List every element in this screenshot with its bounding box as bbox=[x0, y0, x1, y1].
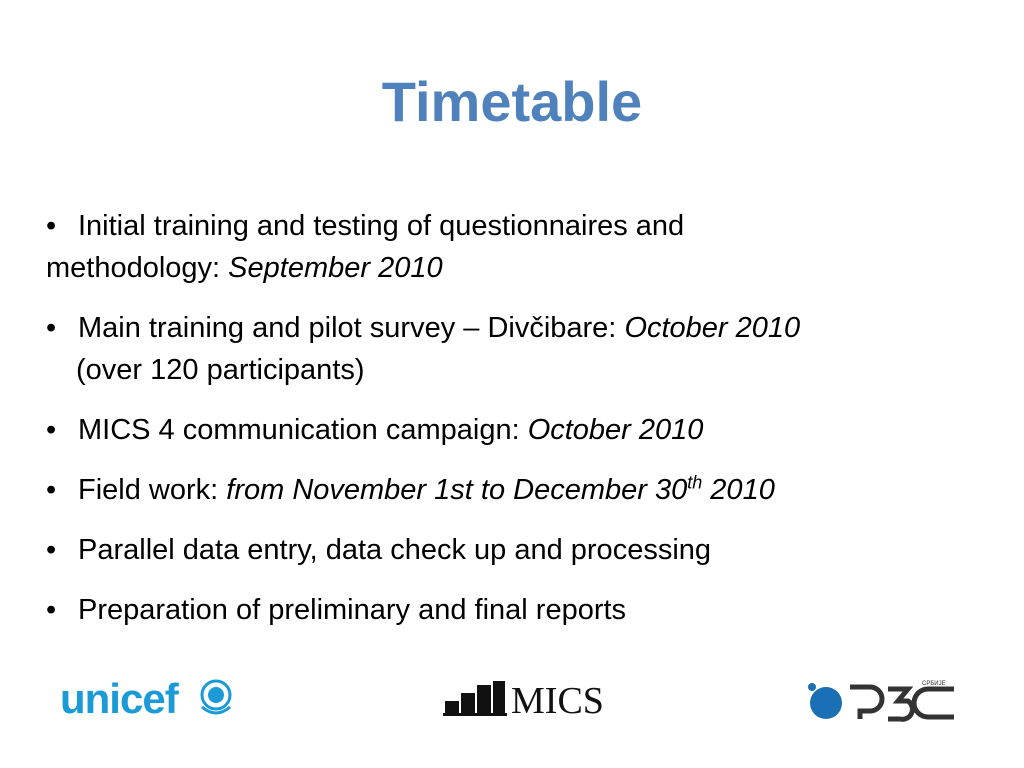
bullet-item bbox=[46, 409, 986, 451]
bullet-date: October 2010 bbox=[527, 414, 704, 446]
bullet-marker: • bbox=[46, 210, 57, 242]
bullet-text: methodology: bbox=[46, 252, 229, 284]
unicef-emblem-icon bbox=[198, 677, 234, 717]
mics-logo bbox=[443, 680, 604, 722]
svg-text:СРБИЈЕ: СРБИЈЕ bbox=[922, 681, 946, 687]
bullet-date: September 2010 bbox=[228, 252, 443, 284]
bullet-marker: • bbox=[46, 312, 57, 344]
bullet-date: from November 1st to December 30th 2010 bbox=[226, 472, 775, 506]
bullet-item bbox=[46, 529, 986, 571]
bullet-text: Field work: bbox=[78, 474, 227, 506]
mics-wordmark: MICS bbox=[511, 680, 604, 722]
unicef-logo bbox=[60, 675, 178, 723]
mics-bars-icon bbox=[443, 681, 507, 717]
bullet-list bbox=[46, 205, 986, 649]
bullet-marker: • bbox=[46, 414, 57, 446]
unicef-wordmark: unicef bbox=[60, 675, 178, 722]
bullet-marker: • bbox=[46, 474, 57, 506]
bullet-text: MICS 4 communication campaign: bbox=[78, 414, 528, 446]
bullet-text: (over 120 participants) bbox=[76, 354, 365, 386]
bullet-item bbox=[46, 205, 986, 289]
logo-footer bbox=[0, 665, 1024, 735]
bullet-text: Main training and pilot survey – Divčibare: bbox=[78, 312, 625, 344]
bullet-date: October 2010 bbox=[624, 312, 801, 344]
rzs-logo bbox=[804, 677, 964, 730]
bullet-item bbox=[46, 469, 986, 511]
bullet-marker: • bbox=[46, 594, 57, 626]
bullet-text: Parallel data entry, data check up and processing bbox=[78, 534, 712, 566]
bullet-item bbox=[46, 589, 986, 631]
slide-title: Timetable bbox=[381, 70, 643, 133]
rzs-emblem-icon bbox=[804, 677, 964, 725]
bullet-marker: • bbox=[46, 534, 57, 566]
bullet-text: Preparation of preliminary and final reports bbox=[78, 594, 627, 626]
bullet-item bbox=[46, 307, 986, 391]
bullet-text: Initial training and testing of questionnaires and bbox=[78, 210, 685, 242]
